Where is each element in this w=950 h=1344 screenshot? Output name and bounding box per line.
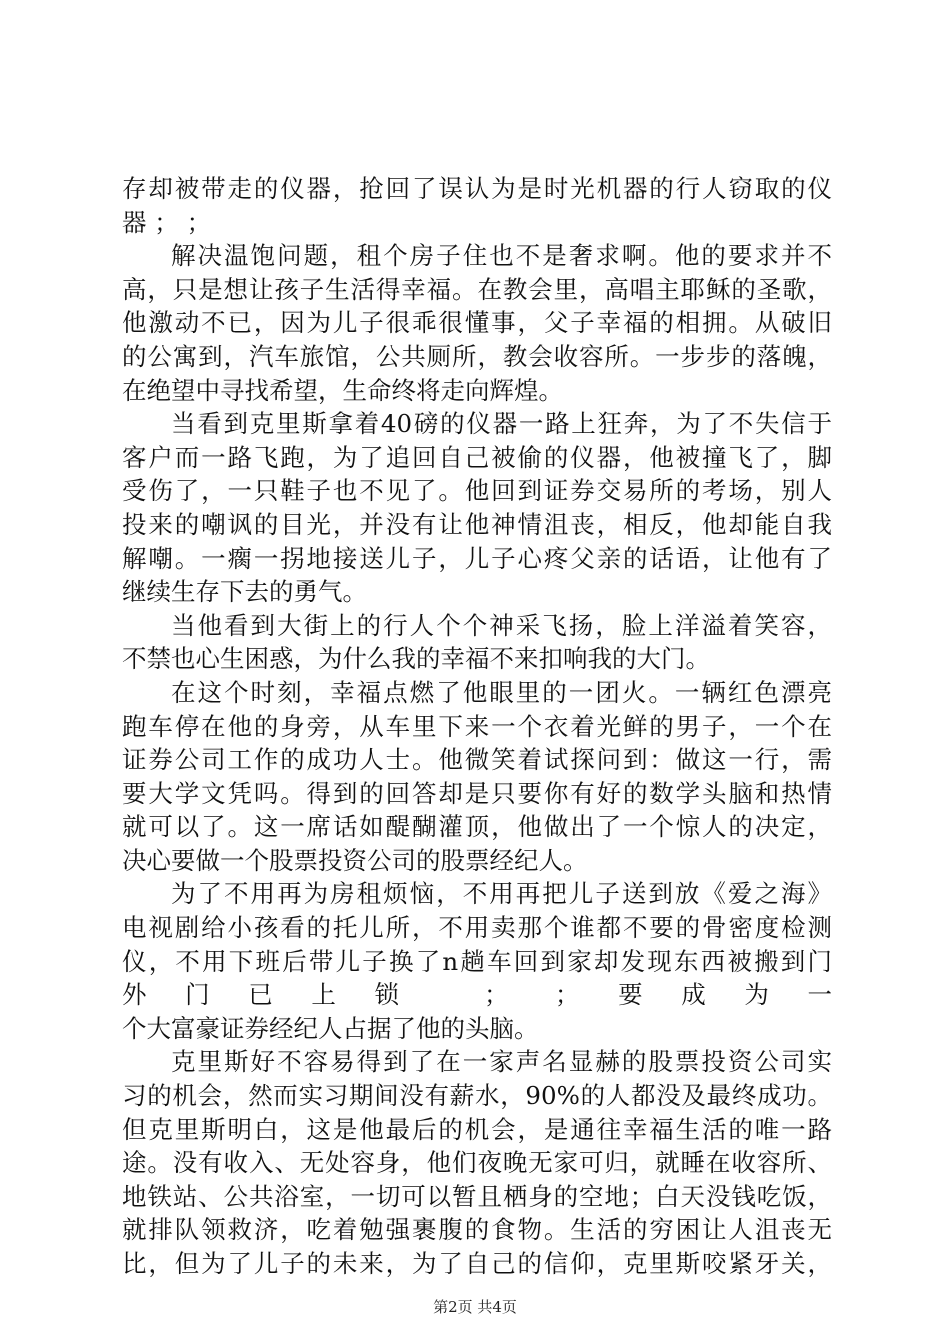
- text-line: 但克里斯明白，这是他最后的机会，是通往幸福生活的唯一路: [122, 1114, 832, 1144]
- text-line: 解嘲。一瘸一拐地接送儿子，儿子心疼父亲的话语，让他有了: [122, 543, 832, 573]
- text-line: 他激动不已，因为儿子很乖很懂事，父子幸福的相拥。从破旧: [122, 308, 832, 338]
- text-line: 决心要做一个股票投资公司的股票经纪人。: [122, 845, 588, 875]
- text-line: 要大学文凭吗。得到的回答却是只要你有好的数学头脑和热情: [122, 778, 832, 808]
- text-line: 就排队领救济，吃着勉强裹腹的食物。生活的穷困让人沮丧无: [122, 1215, 832, 1245]
- text-line: 解决温饱问题，租个房子住也不是奢求啊。他的要求并不: [171, 241, 832, 271]
- text-line: 地铁站、公共浴室，一切可以暂且栖身的空地；白天没钱吃饭，: [122, 1181, 832, 1211]
- text-line: 的公寓到，汽车旅馆，公共厕所，教会收容所。一步步的落魄，: [122, 341, 832, 371]
- text-line: 受伤了，一只鞋子也不见了。他回到证券交易所的考场，别人: [122, 476, 832, 506]
- text-line: 证券公司工作的成功人士。他微笑着试探问到：做这一行，需: [122, 745, 832, 775]
- text-line: 克里斯好不容易得到了在一家声名显赫的股票投资公司实: [171, 1047, 832, 1077]
- text-line: 习的机会，然而实习期间没有薪水，90%的人都没及最终成功。: [122, 1081, 832, 1111]
- text-line: 途。没有收入、无处容身，他们夜晚无家可归，就睡在收容所、: [122, 1148, 832, 1178]
- text-line: 器 ； ；: [122, 207, 212, 237]
- text-line: 当他看到大街上的行人个个神采飞扬，脸上洋溢着笑容，: [171, 610, 832, 640]
- text-line: 在绝望中寻找希望，生命终将走向辉煌。: [122, 375, 563, 405]
- text-line: 个大富豪证券经纪人占据了他的头脑。: [122, 1013, 539, 1043]
- text-line: 就可以了。这一席话如醍醐灌顶，他做出了一个惊人的决定，: [122, 812, 832, 842]
- text-line: 比，但为了儿子的未来，为了自己的信仰，克里斯咬紧牙关，: [122, 1249, 832, 1278]
- text-line: 外门已上锁 ； ；要成为一: [122, 980, 832, 1010]
- text-line: 电视剧给小孩看的托儿所，不用卖那个谁都不要的骨密度检测: [122, 913, 832, 943]
- text-line: 为了不用再为房租烦恼，不用再把儿子送到放《爱之海》: [171, 879, 832, 909]
- text-line: 继续生存下去的勇气。: [122, 577, 367, 607]
- body-text: [122, 172, 832, 1281]
- text-line: 投来的嘲讽的目光，并没有让他神情沮丧，相反，他却能自我: [122, 509, 832, 539]
- text-line: 不禁也心生困惑，为什么我的幸福不来扣响我的大门。: [122, 644, 710, 674]
- text-line: 高，只是想让孩子生活得幸福。在教会里，高唱主耶稣的圣歌，: [122, 274, 832, 304]
- text-line: 跑车停在他的身旁，从车里下来一个衣着光鲜的男子，一个在: [122, 711, 832, 741]
- text-line: 当看到克里斯拿着40磅的仪器一路上狂奔，为了不失信于: [171, 409, 832, 439]
- text-line: 在这个时刻，幸福点燃了他眼里的一团火。一辆红色漂亮: [171, 677, 832, 707]
- text-line: 存却被带走的仪器，抢回了误认为是时光机器的行人窃取的仪: [122, 174, 832, 203]
- text-line: 客户而一路飞跑，为了追回自己被偷的仪器，他被撞飞了，脚: [122, 442, 832, 472]
- page-footer: 第2页 共4页: [433, 1298, 517, 1316]
- text-line: 仪，不用下班后带儿子换了n趟车回到家却发现东西被搬到门: [122, 946, 832, 976]
